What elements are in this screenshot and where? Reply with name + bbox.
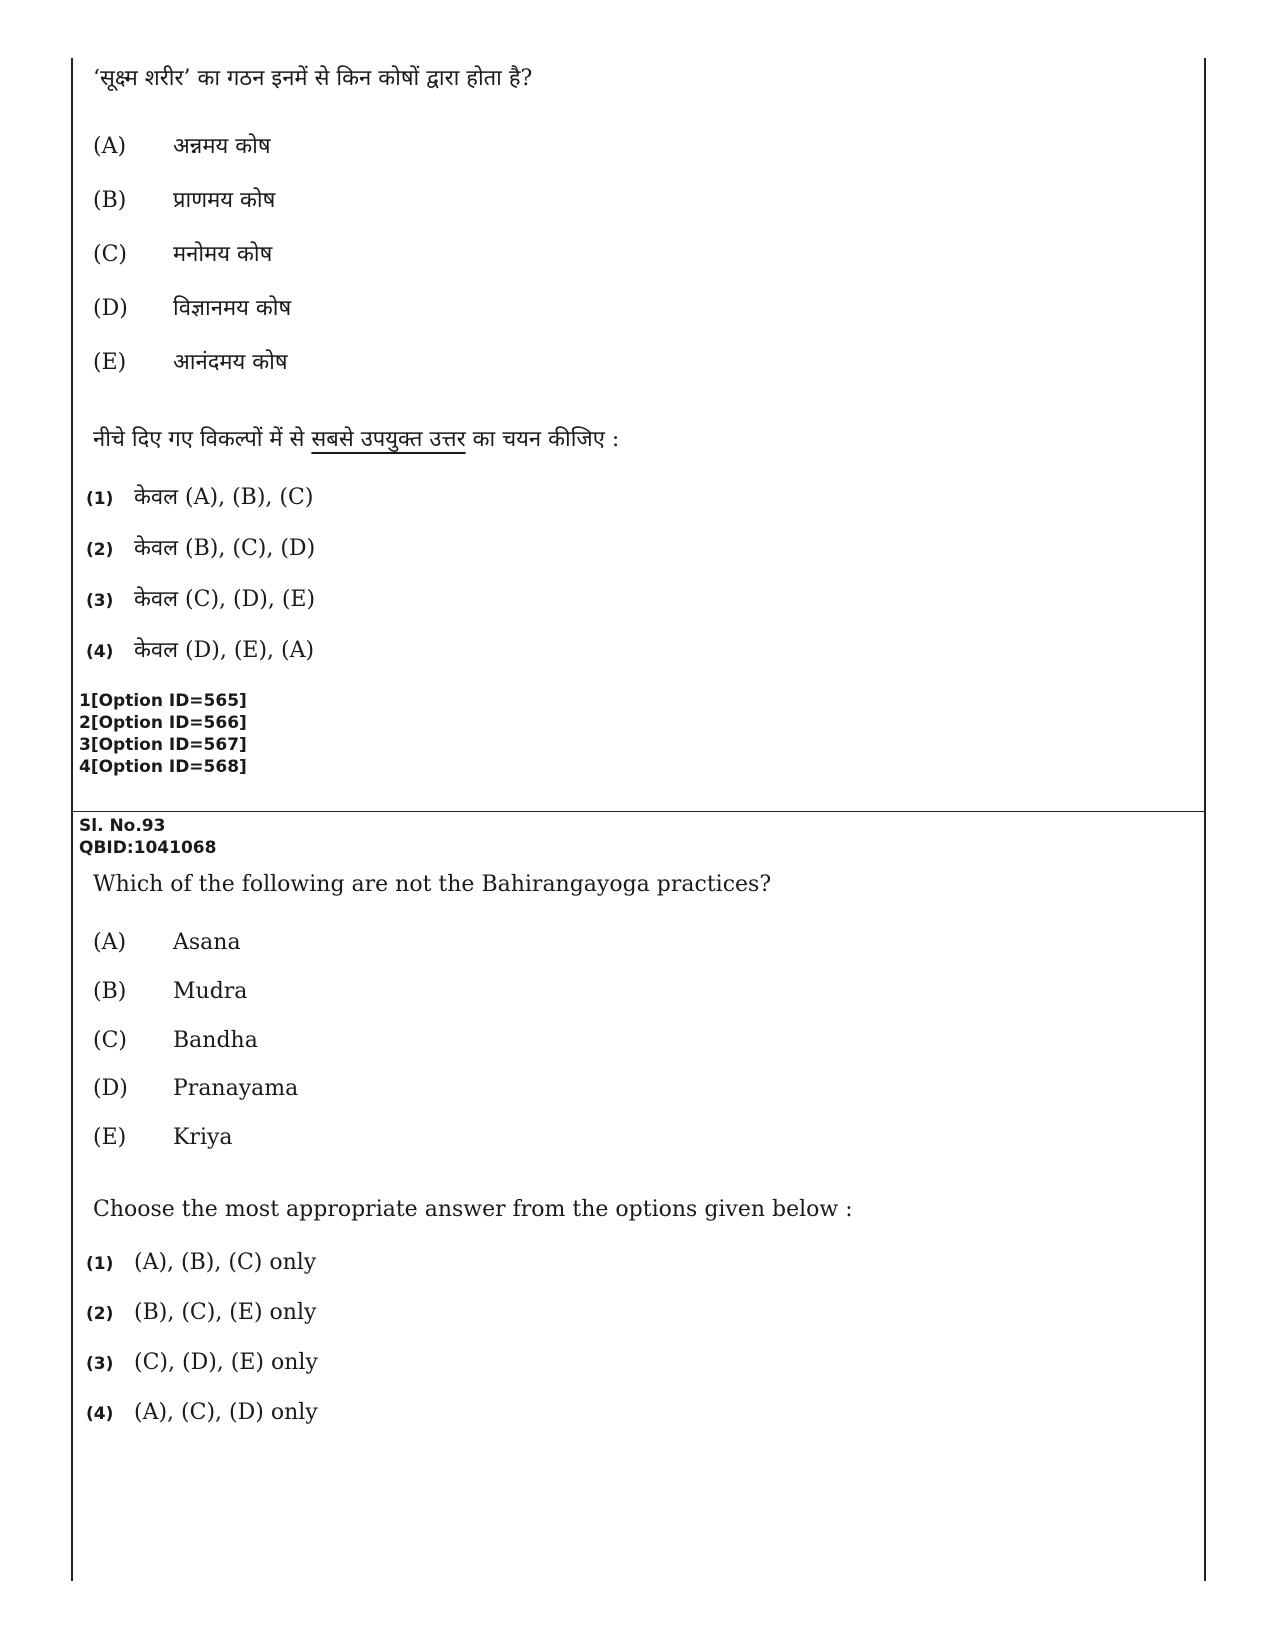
question-divider [71, 811, 1206, 812]
answer-text: (A), (C), (D) only [134, 1400, 318, 1425]
q1-answer-4 [86, 634, 314, 664]
answer-number: (3) [86, 1354, 114, 1374]
q2-item-b [93, 979, 247, 1004]
q2-item-text: Mudra [173, 979, 248, 1004]
answer-number: (1) [86, 489, 114, 509]
q2-item-text: Bandha [173, 1028, 258, 1053]
q1-item-c [93, 238, 272, 268]
q1-item-a [93, 130, 271, 160]
q2-answer-3 [86, 1350, 318, 1375]
option-id: 4[Option ID=568] [79, 757, 247, 777]
q2-answer-4 [86, 1400, 318, 1425]
q1-item-text: आनंदमय कोष [173, 350, 288, 375]
q1-item-text: अन्नमय कोष [173, 134, 271, 159]
q2-item-label: (A) [93, 930, 127, 955]
q1-answer-2 [86, 532, 315, 562]
q1-item-text: प्राणमय कोष [173, 188, 276, 213]
q1-stem: ‘सूक्ष्म शरीर’ का गठन इनमें से किन कोषों द्वारा होता है? [93, 66, 533, 91]
q1-item-text: विज्ञानमय कोष [173, 296, 292, 321]
answer-number: (4) [86, 642, 114, 662]
q2-item-text: Pranayama [173, 1076, 299, 1101]
q2-item-label: (B) [93, 979, 127, 1004]
left-border [71, 58, 73, 1581]
q1-item-label: (E) [93, 350, 127, 375]
q2-item-label: (D) [93, 1076, 128, 1101]
option-id: 2[Option ID=566] [79, 713, 247, 733]
q1-item-e [93, 346, 288, 376]
answer-number: (1) [86, 1254, 114, 1274]
option-id: 1[Option ID=565] [79, 691, 247, 711]
q2-instruction: Choose the most appropriate answer from the options given below : [93, 1197, 853, 1222]
q2-header [79, 815, 216, 859]
q1-instruction-underlined: सबसे उपयुक्त उत्तर [311, 427, 466, 452]
q1-item-label: (B) [93, 188, 127, 213]
answer-text: केवल (A), (B), (C) [134, 485, 314, 510]
answer-number: (3) [86, 591, 114, 611]
answer-text: केवल (C), (D), (E) [134, 587, 316, 612]
q2-answer-1 [86, 1250, 316, 1275]
answer-number: (4) [86, 1404, 114, 1424]
q2-item-a [93, 930, 241, 955]
q1-instruction-pre: नीचे दिए गए विकल्पों में से [93, 427, 312, 452]
q2-answer-2 [86, 1300, 316, 1325]
answer-text: केवल (B), (C), (D) [134, 536, 316, 561]
q2-item-c [93, 1028, 258, 1053]
q1-item-b [93, 184, 275, 214]
q1-option-ids [79, 690, 247, 778]
qbid: QBID:1041068 [79, 838, 217, 858]
answer-text: (B), (C), (E) only [134, 1300, 317, 1325]
q2-stem: Which of the following are not the Bahirangayoga practices? [93, 872, 772, 897]
q1-item-text: मनोमय कोष [173, 242, 273, 267]
q1-item-d [93, 292, 291, 322]
q2-item-text: Asana [173, 930, 241, 955]
right-border [1204, 58, 1206, 1581]
q1-instruction [93, 423, 619, 453]
q1-item-label: (C) [93, 242, 127, 267]
q1-item-label: (A) [93, 134, 127, 159]
q1-answer-3 [86, 583, 315, 613]
q2-item-d [93, 1076, 298, 1101]
answer-number: (2) [86, 1304, 114, 1324]
serial-number: Sl. No.93 [79, 816, 166, 836]
q2-item-e [93, 1125, 233, 1150]
q2-item-text: Kriya [173, 1125, 233, 1150]
answer-text: केवल (D), (E), (A) [134, 638, 315, 663]
q1-instruction-post: का चयन कीजिए : [465, 427, 620, 452]
answer-number: (2) [86, 540, 114, 560]
answer-text: (C), (D), (E) only [134, 1350, 318, 1375]
answer-text: (A), (B), (C) only [134, 1250, 317, 1275]
q1-item-label: (D) [93, 296, 128, 321]
q2-item-label: (C) [93, 1028, 127, 1053]
q2-item-label: (E) [93, 1125, 127, 1150]
q1-answer-1 [86, 481, 313, 511]
option-id: 3[Option ID=567] [79, 735, 247, 755]
